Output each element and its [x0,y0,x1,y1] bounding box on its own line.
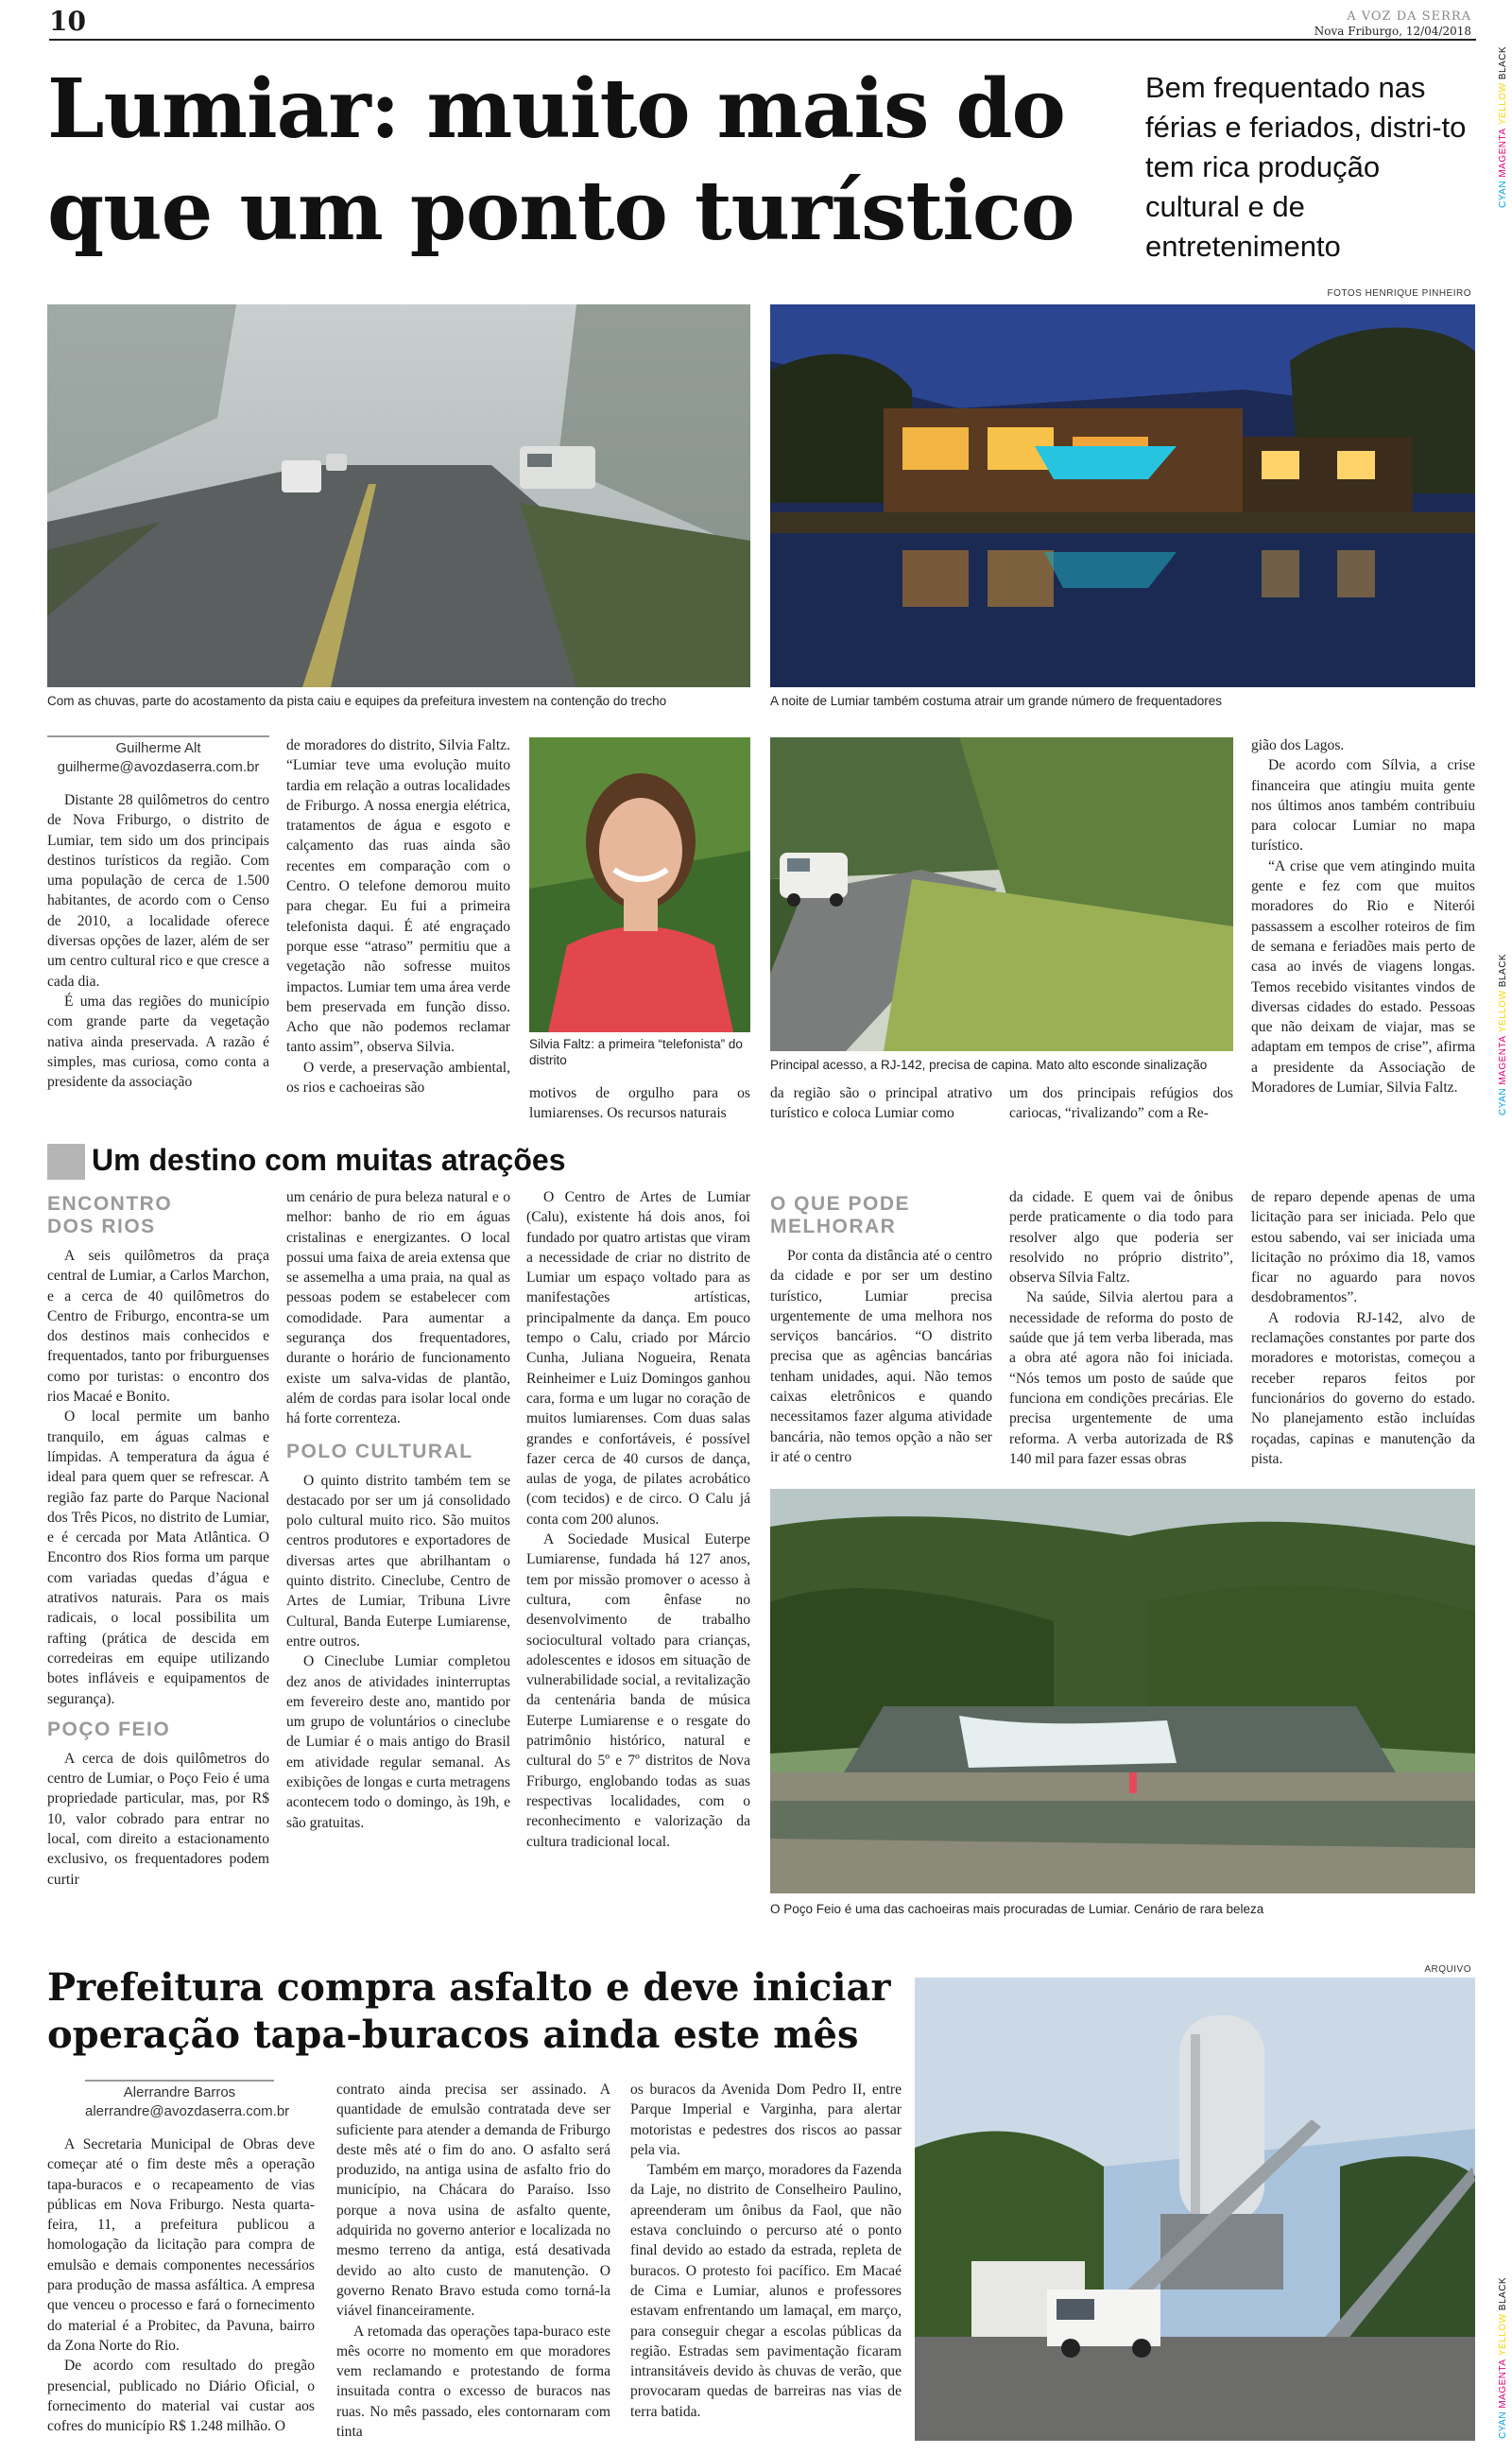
registration-marks-mid [1498,945,1508,1115]
second-headline [47,1964,890,2059]
sidebar-col6-para1: de reparo depende apenas de uma licitação para ser iniciada. Pelo que estou sabendo, vai ser iniciada uma licitação no próximo dia 18, vamos ficar no aguardo para novos desdobramentos”. [1251,1189,1475,1306]
main-col-4-tail [770,1083,992,1124]
main-col1-para1: Distante 28 quilômetros do centro de Nova Friburgo, o distrito de Lumiar, tem sido um dos principais destinos turísticos da região. Com uma população de cerca de 1.500 habitantes, de acordo com o Censo de 2010, a localidade oferece diversas opções de lazer, além de ser um centro cultural rico e que cresce a cada dia. [47,792,269,990]
main-deck: Bem frequentado nas férias e feriados, distri-to tem rica produção cultural e de entretenimento [1145,71,1467,263]
main-col-1 [47,735,269,1092]
main-headline-line1: Lumiar: muito mais do [47,61,1065,157]
reg-black: BLACK [1498,953,1508,988]
main-col1-para2: É uma das regiões do município com grande parte da vegetação nativa ainda preservada. A razão é simples, mas curiosa, como conta a presidente da associação [47,993,269,1091]
foggy-road-illustration [47,304,750,687]
reg-magenta: MAGENTA [1498,128,1508,178]
sidebar-col-5 [1009,1187,1233,1469]
sidebar-col6-para2: A rodovia RJ-142, alvo de reclamações constantes por parte dos moradores e motoristas, começou a receber reparos feitos por funcionários do governo do estado. No planejamento estão incluídas roçadas, capinas e manutenção da pista. [1251,1309,1475,1467]
header-rule [49,39,1476,41]
photo-rj142-road [770,737,1233,1051]
reg-magenta: MAGENTA [1498,1035,1508,1085]
sidebar-title-block [47,1144,85,1180]
photo-poco-feio [770,1489,1475,1893]
main-col-3-tail [529,1083,750,1124]
page-number: 10 [49,6,86,37]
caption-rj142-road: Principal acesso, a RJ-142, precisa de capina. Mato alto esconde sinalização [770,1058,1208,1072]
reg-black: BLACK [1498,2276,1508,2311]
second-col3-para1: os buracos da Avenida Dom Pedro II, entre Parque Imperial e Varginha, para alertar motoristas e pedestres dos riscos ao passar pela via. [630,2082,902,2158]
caption-night-village: A noite de Lumiar também costuma atrair um grande número de frequentadores [770,694,1223,708]
page-date: Nova Friburgo, 12/04/2018 [1314,25,1471,38]
second-col-3 [630,2080,902,2422]
photo-night-village [770,304,1475,687]
main-col-6 [1251,735,1475,1097]
sidebar-col-4 [770,1187,992,1467]
photo-credit-top: FOTOS HENRIQUE PINHEIRO [1327,288,1471,299]
caption-poco-feio: O Poço Feio é uma das cachoeiras mais procuradas de Lumiar. Cenário de rara beleza [770,1902,1264,1916]
main-headline [47,59,1074,263]
reg-yellow: YELLOW [1498,2313,1508,2357]
melhorar-para: Por conta da distância até o centro da cidade e por ser um destino turístico, Lumiar precisa urgentemente de uma melhora nos serviços bancários. “O distrito precisa que as agências bancárias tenham unidades, aqui. Não temos caixas eletrônicos e quando necessitamos fazer alguma atividade bancária, não temos opção a não ser ir até o centro [770,1248,992,1465]
main-col2-para1: de moradores do distrito, Silvia Faltz. “Lumiar teve uma evolução muito tardia em relação a outras localidades de Friburgo. A nossa energia elétrica, tratamentos de água e esgoto e calçamento das ruas ainda são recentes em comparação com o Centro. O telefone demorou muito para chegar. Eu fui a primeira telefonista daqui. É até engraçado porque esse “atraso” permitiu que a vegetação não sofresse muitos impactos. Lumiar tem uma área verde bem preservada em função disso. Acho que não podemos reclamar tanto assim”, observa Silvia. [286,737,510,1056]
photo-foggy-road [47,304,750,687]
second-col2-para1: contrato ainda precisa ser assinado. A quantidade de emulsão contratada deve ser suficiente para atender a demanda de Friburgo deste mês até o fim do ano. O asfalto será produzido, na antiga usina de asfalto frio do município, na Chácara do Paraíso. Isso porque a nova usina de asfalto quente, adquirida no governo anterior e localizada no mesmo terreno da antiga, está desativada devido ao alto custo de manutenção. O governo Renato Bravo estuda como torná-la viável financeiramente. [336,2082,610,2320]
main-col4-tail: da região são o principal atrativo turístico e coloca Lumiar como [770,1085,992,1122]
second-col3-para2: Também em março, moradores da Fazenda da Laje, no distrito de Conselheiro Paulino, apreenderam um ônibus da Faol, que não estava concluindo o percurso até o ponto final devido ao estado da estrada, repleta de buracos. O protesto foi pacífico. Em Macaé de Cima e Lumiar, alunos e professores estavam enfrentando um lamaçal, em março, para conseguir chegar a escolas públicas da região. Estradas sem pavimentação ficaram intransitáveis devido às chuvas de verão, que provocaram quedas de barreiras nas vias de terra batida. [630,2162,902,2420]
registration-marks-bottom [1498,2269,1508,2439]
polo-para1: O quinto distrito também tem se destacado por ser um já consolidado polo cultural muito rico. São muitos centros produtores e exportadores de diversas artes que abrilhantam o quinto distrito. Cineclube, Centro de Artes de Lumiar, Tribuna Livre Cultural, Banda Euterpe Lumiarense, entre outros. [286,1472,510,1650]
sidebar-col3-para2: A Sociedade Musical Euterpe Lumiarense, fundada há 127 anos, tem por missão promover o acesso à cultura, com ênfase no desenvolvimento de trabalho sociocultural voltado para crianças, adolescentes e idosos em situação de vulnerabilidade social, a revitalização da centenária banda de música Euterpe Lumiarense e o resgate do patrimônio histórico, natural e cultural do 5º e 7º distritos de Nova Friburgo, englobando todas as suas respectivas localidades, com o reconhecimento e valorização da cultura tradicional local. [526,1531,750,1850]
subhead-polo-cultural: POLO CULTURAL [286,1440,473,1462]
second-col2-para2: A retomada das operações tapa-buraco este mês ocorre no momento em que moradores vem reclamando e protestando de forma insuitada contra o excesso de buracos nas ruas. No mês passado, eles contornaram com tinta [336,2323,610,2441]
sidebar-col-1 [47,1187,269,1890]
second-author: Alerrandre Barros [123,2084,236,2100]
asphalt-plant-illustration [915,1978,1475,2441]
main-col5-tail: um dos principais refúgios dos cariocas, “rivalizando” com a Re- [1009,1085,1233,1122]
photo-silvia-faltz [529,737,750,1032]
sidebar-col-3 [526,1187,750,1852]
polo-para2: O Cineclube Lumiar completou dez anos de atividades ininterruptas em fevereiro deste ano, mantido por um grupo de voluntários o cineclube de Lumiar é o mais antigo do Brasil em atividade regular semanal. As exibições de longas e curta metragens acontecem todo o domingo, às 19h, e são gratuitas. [286,1653,510,1831]
encontro-para1: A seis quilômetros da praça central de Lumiar, a Carlos Marchon, e a cerca de 40 quilômetros do Centro de Friburgo, encontra-se um dos destinos mais conhecidos e frequentados, tanto por friburguenses como por turistas: o encontro dos rios Macaé e Bonito. [47,1248,269,1406]
second-author-email: alerrandre@avozdaserra.com.br [85,2103,290,2119]
registration-marks-top [1498,38,1508,208]
main-col6-para2: De acordo com Sílvia, a crise financeira que atingiu muita gente nos últimos anos também contribuiu para colocar Lumiar no mapa turístico. [1251,757,1475,855]
sidebar-title: Um destino com muitas atrações [92,1143,566,1177]
sidebar-col5-para1: da cidade. E quem vai de ônibus perde praticamente o dia todo para resolver algo que poderia ser resolvido no próprio distrito”, observa Sílvia Faltz. [1009,1189,1233,1287]
second-col-2 [336,2080,610,2442]
silvia-portrait-illustration [529,737,750,1032]
photo-asphalt-plant [915,1978,1475,2441]
waterfall-illustration [770,1489,1475,1893]
reg-cyan: CYAN [1498,2411,1508,2439]
subhead-encontro-dos-rios: ENCONTRO DOS RIOS [47,1193,173,1237]
subhead-o-que-pode-melhorar: O QUE PODE MELHORAR [770,1193,911,1237]
reg-magenta: MAGENTA [1498,2359,1508,2409]
road-illustration [770,737,1233,1051]
main-col-5-tail [1009,1083,1233,1124]
main-author-email: guilherme@avozdaserra.com.br [57,759,260,775]
main-col6-para3: “A crise que vem atingindo muita gente e fez com que muitos moradores do Rio e Niterói passassem a escolher roteiros de fim de semana e feriadões mais perto de casa ao invés de viagens longas. Temos recebido visitantes vindos de diversas cidades do estado. Pessoas que não deixam de viajar, mas se adaptam em tempos de crise”, afirma a presidente da Associação de Moradores de Lumiar, Silvia Faltz. [1251,857,1475,1097]
sidebar-col-2 [286,1187,510,1833]
main-col-2 [286,735,510,1097]
main-col3-tail: motivos de orgulho para os lumiarenses. Os recursos naturais [529,1085,750,1122]
caption-silvia: Silvia Faltz: a primeira “telefonista” do distrito [529,1037,743,1067]
second-headline-line2: operação tapa-buracos ainda este mês [47,2013,859,2057]
reg-cyan: CYAN [1498,180,1508,208]
reg-yellow: YELLOW [1498,82,1508,126]
sidebar-col3-para1: O Centro de Artes de Lumiar (Calu), existente há dois anos, foi fundado por quatro artistas que viram a necessidade de criar no distrito de Lumiar um espaço voltado para as manifestações artísticas, principalmente da dança. Em pouco tempo o Calu, criado por Márcio Cunha, Juliana Nogueira, Renata Reinheimer e Luiz Domingos ganhou cara, forma e um lugar no coração de muitos lumiarenses. Com duas salas grandes e confortáveis, é possível fazer cerca de 40 cursos de dança, aulas de yoga, de pilates acrobático (com tecidos) e de circo. O Calu já conta com 200 alunos. [526,1189,750,1528]
second-col1-para2: De acordo com resultado do pregão presencial, publicado no Diário Oficial, o fornecimento do material vai custar aos cofres do município R$ 1.248 milhão. O [47,2358,315,2435]
photo-credit-arquivo: ARQUIVO [1424,1964,1471,1975]
second-col-1 [47,2080,315,2436]
encontro-para2: O local permite um banho tranquilo, em águas calmas e límpidas. A temperatura da água é ideal para quem quer se refrescar. A região faz parte do Parque Nacional dos Três Picos, no distrito de Lumiar, e é cercada por Mata Atlântica. O Encontro dos Rios forma um parque com variadas quedas d’água e atrativos naturais. Para os mais radicais, o local possibilita um rafting (prática de descida em corredeiras em equipe utilizando botes infláveis e equipamentos de segurança). [47,1408,269,1707]
subhead-poco-feio: POÇO FEIO [47,1718,171,1740]
main-headline-line2: que um ponto turístico [47,164,1074,259]
masthead: A VOZ DA SERRA [1347,9,1471,24]
second-byline [85,2080,290,2121]
sidebar-col2-para1: um cenário de pura beleza natural e o melhor: banho de rio em águas cristalinas e energizantes. O local possui uma faixa de areia extensa que se assemelha a uma praia, na qual as pessoas podem se estabelecer com comodidade. Para aumentar a segurança dos frequentadores, durante o horário de funcionamento existe um salva-vidas de plantão, além de cordas para isolar local onde há forte correnteza. [286,1189,510,1427]
reg-black: BLACK [1498,45,1508,80]
caption-foggy-road: Com as chuvas, parte do acostamento da pista caiu e equipes da prefeitura investem na contenção do trecho [47,694,667,708]
main-col2-para2: O verde, a preservação ambiental, os rios e cachoeiras são [286,1059,510,1097]
second-col1-para1: A Secretaria Municipal de Obras deve começar até o fim deste mês a operação tapa-buracos e o recapeamento de vias públicas em Nova Friburgo. Nesta quarta-feira, 11, a prefeitura publicou a homologação da licitação para compra de emulsão e demais componentes necessários para produção de massa asfáltica. A empresa que venceu o processo e fará o fornecimento do material é a Probitec, da Pavuna, bairro da Zona Norte do Rio. [47,2136,315,2354]
poco-para: A cerca de dois quilômetros do centro de Lumiar, o Poço Feio é uma propriedade particular, mas, por R$ 10, valor cobrado para entrar no local, com direito a estacionamento exclusivo, os frequentadores podem curtir [47,1750,269,1888]
night-village-illustration [770,304,1475,687]
main-author: Guilherme Alt [115,740,201,756]
main-byline [47,735,269,777]
sidebar-col-6 [1251,1187,1475,1469]
second-headline-line1: Prefeitura compra asfalto e deve iniciar [47,1965,891,2010]
reg-yellow: YELLOW [1498,990,1508,1033]
sidebar-col5-para2: Na saúde, Silvia alertou para a necessidade de reforma do posto de saúde que já tem verba liberada, mas a obra até agora não foi iniciada. “Nós temos um posto de saúde que funciona em condições precárias. Ele precisa urgentemente de uma reforma. A verba autorizada de R$ 140 mil para fazer essas obras [1009,1289,1233,1467]
reg-cyan: CYAN [1498,1087,1508,1115]
main-col6-para1: gião dos Lagos. [1251,737,1345,753]
